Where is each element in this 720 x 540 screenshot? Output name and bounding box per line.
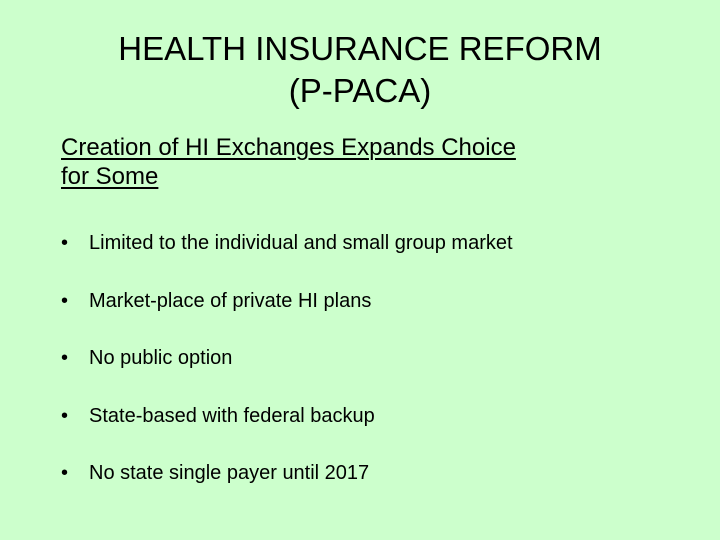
bullet-item [61, 287, 701, 345]
slide-subtitle [61, 133, 661, 191]
bullet-list [61, 229, 701, 517]
title-line-2: (P-PACA) [288, 72, 432, 109]
bullet-item [61, 229, 701, 287]
bullet-icon: • [61, 232, 69, 254]
bullet-icon: • [61, 289, 69, 312]
bullet-text: No public option [89, 347, 233, 369]
bullet-item [61, 459, 701, 517]
title-line-1: HEALTH INSURANCE REFORM [118, 30, 602, 67]
bullet-text: Market-place of private HI plans [89, 289, 372, 312]
bullet-icon: • [61, 462, 69, 484]
bullet-text: No state single payer until 2017 [89, 462, 370, 484]
subtitle-line-2: for Some [61, 163, 159, 190]
bullet-icon: • [61, 347, 69, 369]
bullet-text: State-based with federal backup [89, 404, 375, 427]
bullet-item [61, 402, 701, 460]
bullet-item [61, 344, 701, 402]
bullet-icon: • [61, 404, 69, 427]
slide-title [0, 28, 720, 112]
subtitle-line-1: Creation of HI Exchanges Expands Choice [61, 134, 516, 161]
bullet-text: Limited to the individual and small group market [89, 232, 513, 254]
